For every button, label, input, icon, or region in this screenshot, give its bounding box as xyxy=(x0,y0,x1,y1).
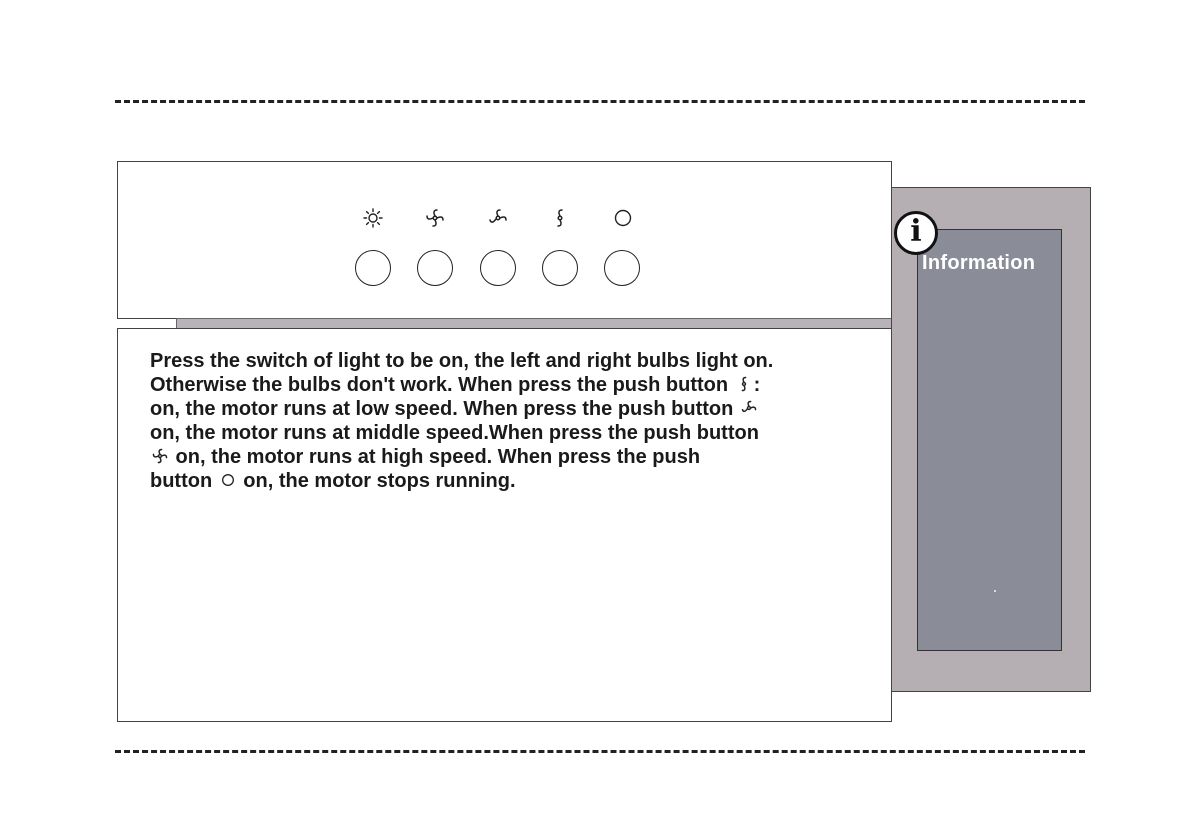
instruction-line: Otherwise the bulbs don't work. When press the push button : xyxy=(150,374,761,396)
light-button[interactable] xyxy=(355,250,391,286)
fan-low-button[interactable] xyxy=(542,250,578,286)
off-circle-icon xyxy=(612,207,634,229)
instruction-line: on, the motor runs at middle speed.When press the push button xyxy=(150,422,759,444)
instruction-line: Press the switch of light to be on, the left and right bulbs light on. xyxy=(150,350,774,372)
instruction-line: on, the motor runs at low speed. When press the push button xyxy=(150,397,880,421)
info-dot xyxy=(994,590,996,592)
fan-middle-button[interactable] xyxy=(480,250,516,286)
fan-middle-icon xyxy=(739,399,759,417)
light-bulb-icon xyxy=(362,207,384,229)
bottom-dashed-divider xyxy=(115,750,1085,753)
top-dashed-divider xyxy=(115,100,1085,103)
instructions-text xyxy=(150,349,880,493)
fan-low-icon xyxy=(734,375,754,393)
instruction-line: on, the motor runs at high speed. When press the push xyxy=(150,445,880,469)
info-icon xyxy=(894,211,938,255)
off-button[interactable] xyxy=(604,250,640,286)
info-icon-letter: i xyxy=(910,214,922,249)
fan-high-icon xyxy=(150,447,170,465)
fan-high-button[interactable] xyxy=(417,250,453,286)
fan-high-icon xyxy=(424,207,446,229)
fan-middle-icon xyxy=(487,207,509,229)
info-label: Information xyxy=(922,252,1036,274)
control-panel xyxy=(117,161,892,319)
info-panel xyxy=(917,229,1062,651)
instruction-line: button on, the motor stops running. xyxy=(150,470,516,492)
off-circle-icon xyxy=(218,471,238,489)
fan-low-icon xyxy=(549,207,571,229)
